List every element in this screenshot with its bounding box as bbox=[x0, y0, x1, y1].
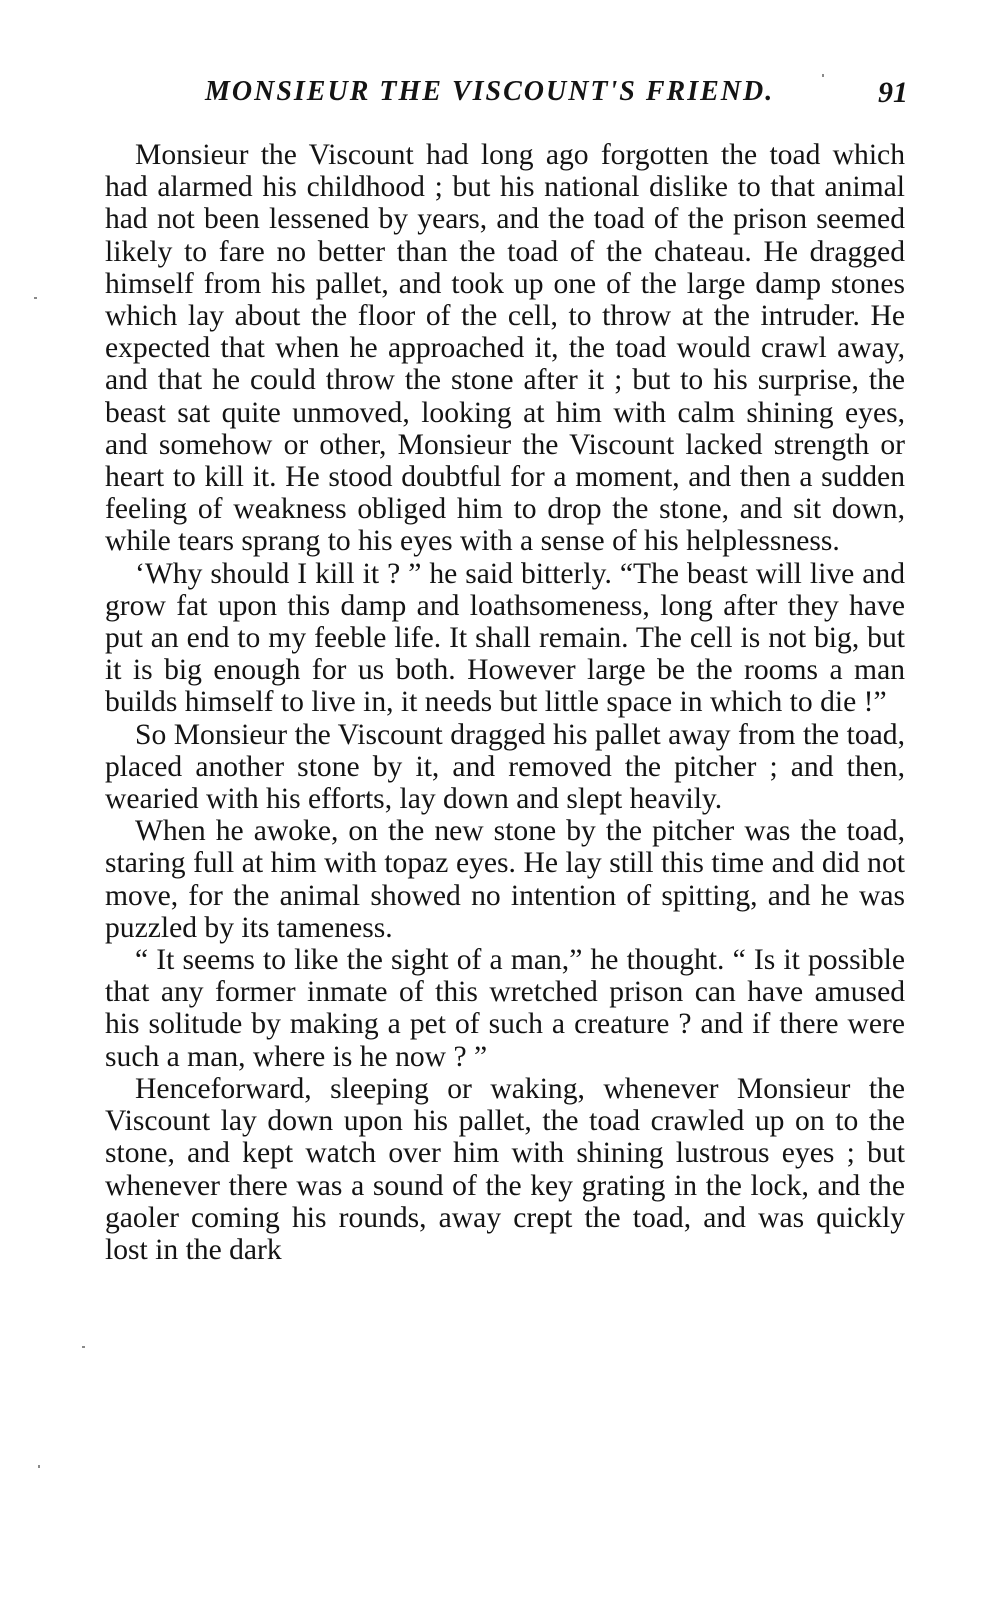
margin-speck bbox=[822, 74, 824, 77]
paragraph: ‘Why should I kill it ? ” he said bitterly. “The beast will live and grow fat upon this damp and loathsomeness, long after they have put an end to my feeble life. It shall remain. The cell is not big, but it is big enough for us both. However large be the rooms a man builds himself to live in, it needs but little space in which to die !” bbox=[105, 557, 905, 719]
page-number: 91 bbox=[878, 76, 908, 109]
paragraph: When he awoke, on the new stone by the pitcher was the toad, staring full at him with topaz eyes. He lay still this time and did not move, for the animal showed no intention of spitting, and he was puzzled by its tameness. bbox=[105, 815, 905, 944]
paragraph: So Monsieur the Viscount dragged his pallet away from the toad, placed another stone by it, and removed the pitcher ; and then, wearied with his efforts, lay down and slept heavily. bbox=[105, 718, 905, 816]
running-head bbox=[205, 76, 908, 116]
body-text bbox=[105, 139, 905, 1266]
margin-speck bbox=[38, 1465, 40, 1468]
paragraph: Monsieur the Viscount had long ago forgotten the toad which had alarmed his childhood ; but his national dislike to that animal had not been lessened by years, and the toad of the prison seemed likely to fare no better than the toad of the chateau. He dragged himself from his pallet, and took up one of the large damp stones which lay about the floor of the cell, to throw at the intruder. He expected that when he approached it, the toad would crawl away, and that he could throw the stone after it ; but to his surprise, the beast sat quite unmoved, looking at him with calm shining eyes, and somehow or other, Monsieur the Viscount lacked strength or heart to kill it. He stood doubtful for a moment, and then a sudden feeling of weakness obliged him to drop the stone, and sit down, while tears sprang to his eyes with a sense of his helplessness. bbox=[105, 139, 905, 558]
margin-speck bbox=[82, 1346, 85, 1348]
paragraph: “ It seems to like the sight of a man,” he thought. “ Is it possible that any former inmate of this wretched prison can have amused his solitude by making a pet of such a creature ? and if there were such a man, where is he now ? ” bbox=[105, 944, 905, 1073]
running-title: MONSIEUR THE VISCOUNT'S FRIEND. bbox=[205, 76, 775, 107]
margin-speck bbox=[34, 297, 37, 299]
paragraph: Henceforward, sleeping or waking, whenever Monsieur the Viscount lay down upon his pallet, the toad crawled up on to the stone, and kept watch over him with shining lustrous eyes ; but whenever there was a sound of the key grating in the lock, and the gaoler coming his rounds, away crept the toad, and was quickly lost in the dark bbox=[105, 1072, 905, 1266]
